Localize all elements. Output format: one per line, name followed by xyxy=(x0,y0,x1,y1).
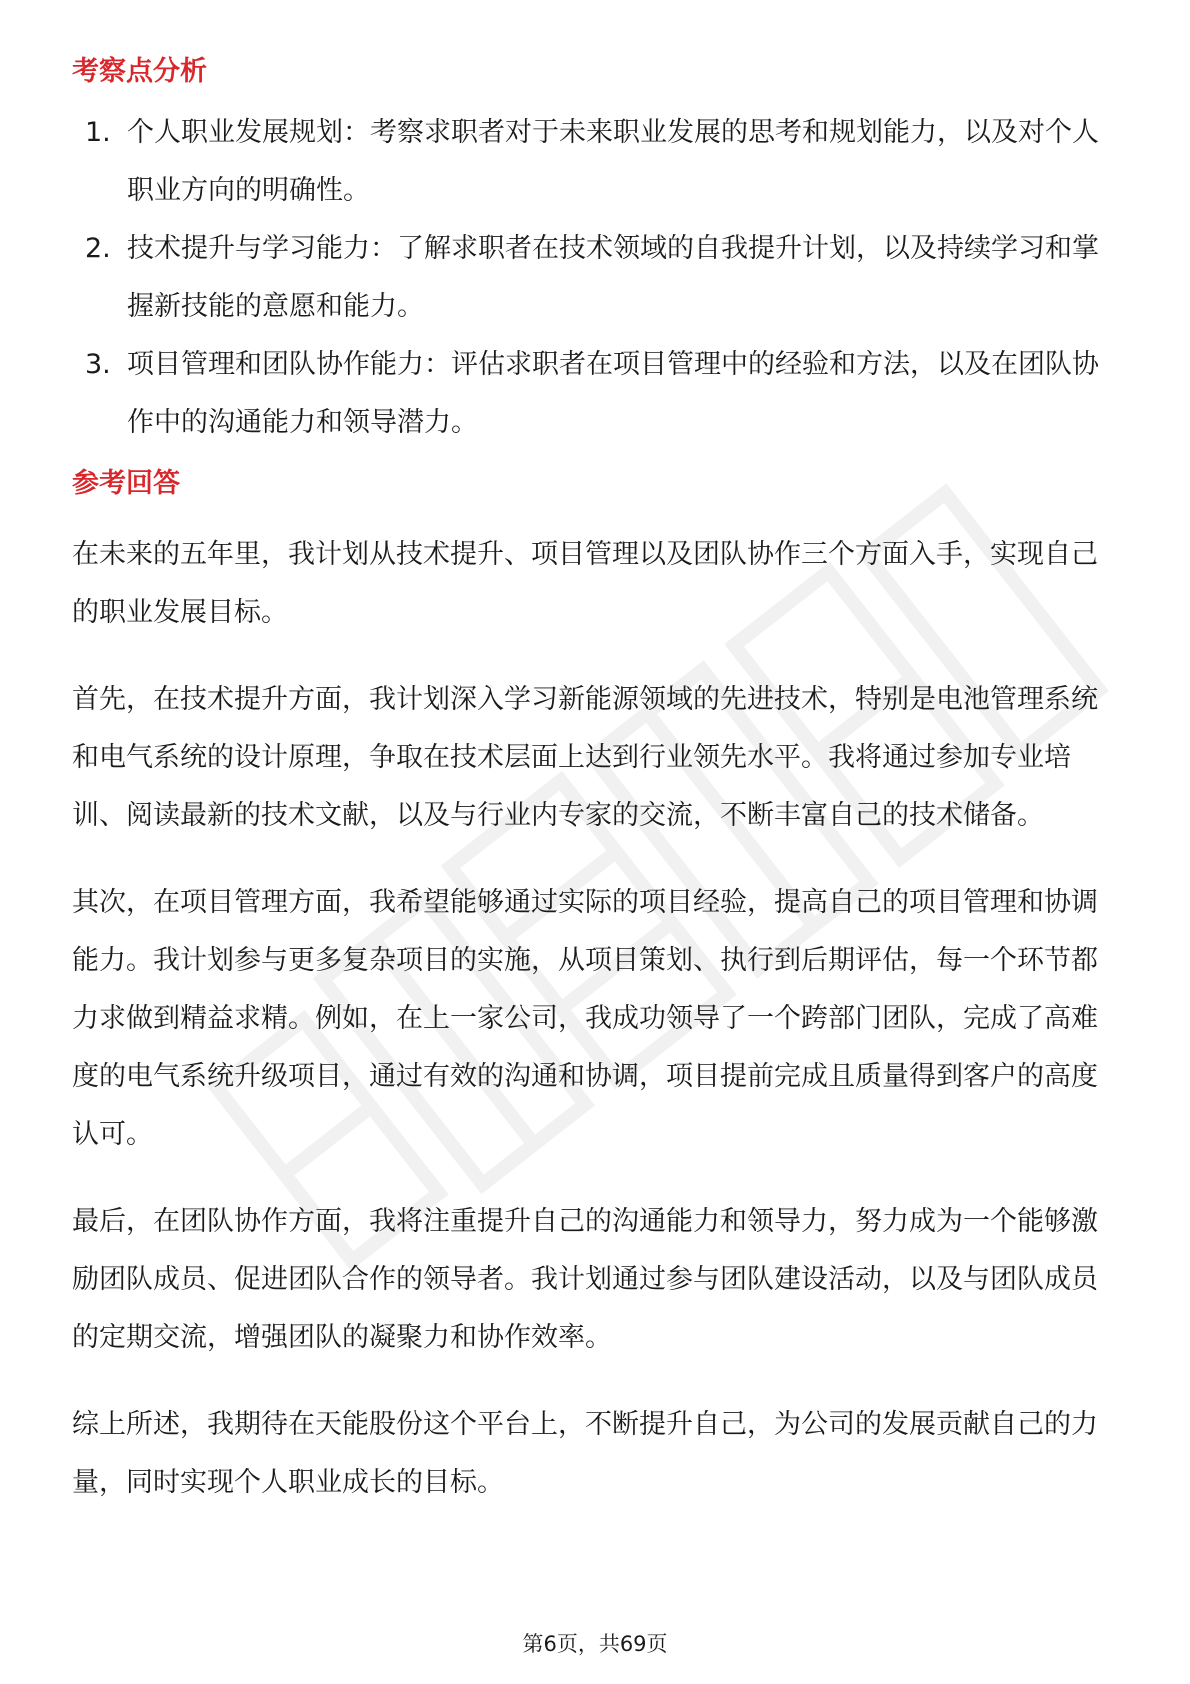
analysis-item-number: 2. xyxy=(85,233,111,264)
analysis-item-2 xyxy=(72,220,1118,336)
answer-heading: 参考回答 xyxy=(72,468,180,499)
analysis-item-1 xyxy=(72,104,1118,220)
answer-paragraph-1: 在未来的五年里，我计划从技术提升、项目管理以及团队协作三个方面入手，实现自己的职业发展目标。 xyxy=(72,539,1098,628)
answer-paragraph-2: 首先，在技术提升方面，我计划深入学习新能源领域的先进技术，特别是电池管理系统和电气系统的设计原理，争取在技术层面上达到行业领先水平。我将通过参加专业培训、阅读最新的技术文献，以及与行业内专家的交流，不断丰富自己的技术储备。 xyxy=(72,684,1098,831)
answer-paragraph-5: 综上所述，我期待在天能股份这个平台上，不断提升自己，为公司的发展贡献自己的力量，同时实现个人职业成长的目标。 xyxy=(72,1409,1098,1498)
analysis-item-text: 项目管理和团队协作能力：评估求职者在项目管理中的经验和方法，以及在团队协作中的沟通能力和领导潜力。 xyxy=(127,349,1099,438)
analysis-item-text: 个人职业发展规划：考察求职者对于未来职业发展的思考和规划能力，以及对个人职业方向的明确性。 xyxy=(127,117,1099,206)
page-content xyxy=(72,40,1118,1512)
analysis-item-3 xyxy=(72,336,1118,452)
answer-paragraph-4: 最后，在团队协作方面，我将注重提升自己的沟通能力和领导力，努力成为一个能够激励团队成员、促进团队合作的领导者。我计划通过参与团队建设活动，以及与团队成员的定期交流，增强团队的凝聚力和协作效率。 xyxy=(72,1206,1098,1353)
page-number: 第6页，共69页 xyxy=(522,1632,668,1656)
analysis-heading: 考察点分析 xyxy=(72,56,207,87)
analysis-item-number: 1. xyxy=(85,117,111,148)
answer-paragraph-3: 其次，在项目管理方面，我希望能够通过实际的项目经验，提高自己的项目管理和协调能力。我计划参与更多复杂项目的实施，从项目策划、执行到后期评估，每一个环节都力求做到精益求精。例如，在上一家公司，我成功领导了一个跨部门团队，完成了高难度的电气系统升级项目，通过有效的沟通和协调，项目提前完成且质量得到客户的高度认可。 xyxy=(72,887,1098,1150)
analysis-item-number: 3. xyxy=(85,349,111,380)
analysis-item-text: 技术提升与学习能力：了解求职者在技术领域的自我提升计划，以及持续学习和掌握新技能的意愿和能力。 xyxy=(127,233,1099,322)
analysis-list xyxy=(72,104,1118,452)
